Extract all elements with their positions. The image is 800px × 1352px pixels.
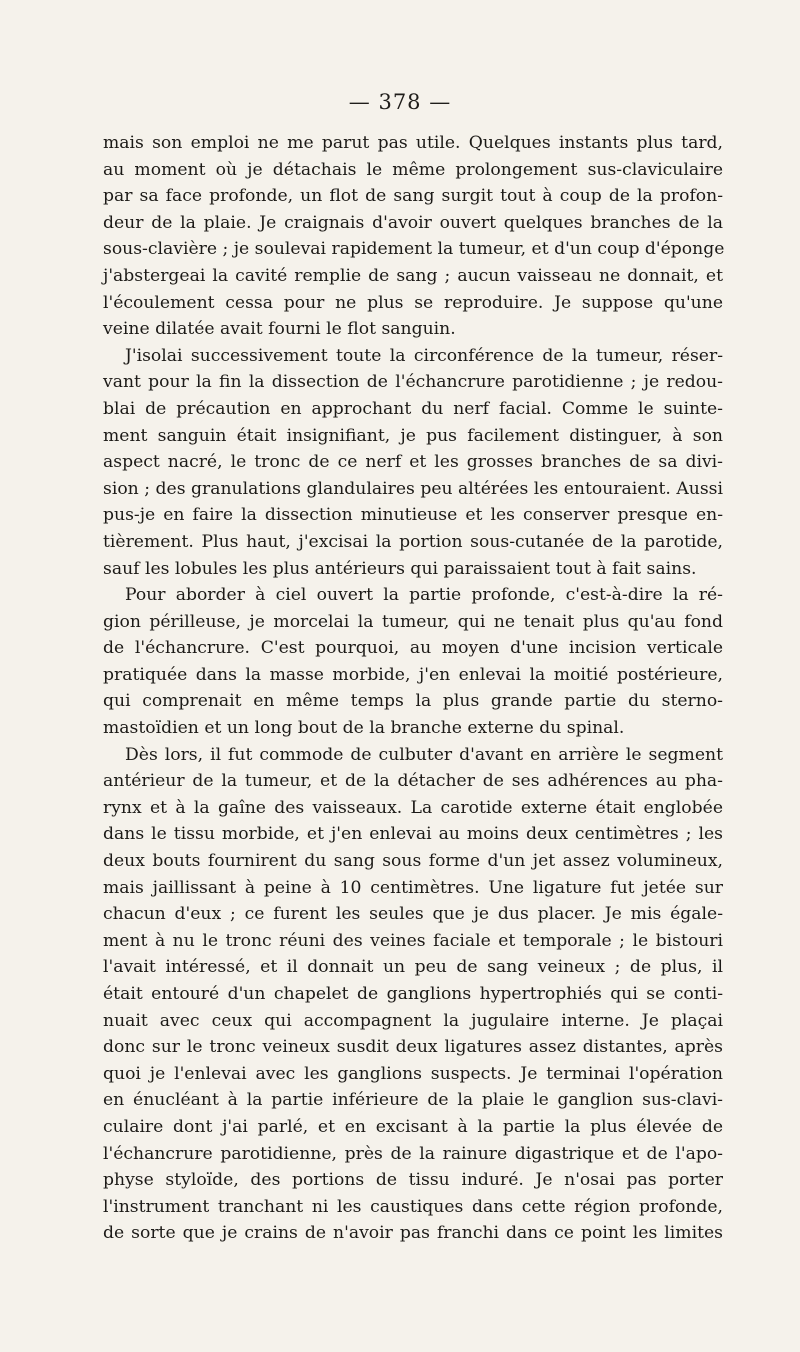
text-line: dans le tissu morbide, et j'en enlevai au moins deux centimètres ; les xyxy=(103,824,723,845)
text-line: l'instrument tranchant ni les caustiques dans cette région profonde, xyxy=(103,1196,723,1217)
text-line: deux bouts fournirent du sang sous forme d'un jet assez volumineux, xyxy=(103,851,723,872)
text-line: ment à nu le tronc réuni des veines faciale et temporale ; le bistouri xyxy=(103,930,723,951)
page-number: — 378 — xyxy=(348,90,452,114)
text-line: aspect nacré, le tronc de ce nerf et les grosses branches de sa divi- xyxy=(103,452,723,473)
text-line: l'écoulement cessa pour ne plus se reproduire. Je suppose qu'une xyxy=(103,292,723,313)
text-line: Dès lors, il fut commode de culbuter d'avant en arrière le segment xyxy=(125,744,723,765)
text-line: rynx et à la gaîne des vaisseaux. La carotide externe était englobée xyxy=(103,797,723,818)
text-line: culaire dont j'ai parlé, et en excisant à la partie la plus élevée de xyxy=(103,1116,723,1137)
text-line: vant pour la fin la dissection de l'échancrure parotidienne ; je redou- xyxy=(103,372,723,393)
text-line: par sa face profonde, un flot de sang surgit tout à coup de la profon- xyxy=(103,186,723,207)
text-line: chacun d'eux ; ce furent les seules que je dus placer. Je mis égale- xyxy=(103,904,723,925)
text-line: de l'échancrure. C'est pourquoi, au moyen d'une incision verticale xyxy=(103,638,723,659)
paragraph-4 xyxy=(103,742,723,1247)
text-line: mais jaillissant à peine à 10 centimètres. Une ligature fut jetée sur xyxy=(103,877,723,898)
text-line: gion périlleuse, je morcelai la tumeur, qui ne tenait plus qu'au fond xyxy=(103,611,723,632)
paragraph-3 xyxy=(103,582,723,742)
text-line: était entouré d'un chapelet de ganglions hypertrophiés qui se conti- xyxy=(103,984,723,1004)
text-line: sauf les lobules les plus antérieurs qui paraissaient tout à fait sains. xyxy=(103,558,697,579)
text-line: Pour aborder à ciel ouvert la partie profonde, c'est-à-dire la ré- xyxy=(125,585,723,606)
text-line: de sorte que je crains de n'avoir pas franchi dans ce point les limites xyxy=(103,1223,723,1244)
paragraph-2 xyxy=(103,343,723,582)
text-line: sous-clavière ; je soulevai rapidement la tumeur, et d'un coup d'éponge xyxy=(103,239,725,260)
text-line: deur de la plaie. Je craignais d'avoir ouvert quelques branches de la xyxy=(103,212,723,233)
text-line: pratiquée dans la masse morbide, j'en enlevai la moitié postérieure, xyxy=(103,664,723,685)
text-line: J'isolai successivement toute la circonférence de la tumeur, réser- xyxy=(125,345,723,366)
text-line: l'échancrure parotidienne, près de la rainure digastrique et de l'apo- xyxy=(103,1143,723,1164)
paragraph-1 xyxy=(103,130,723,343)
text-line: tièrement. Plus haut, j'excisai la portion sous-cutanée de la parotide, xyxy=(103,531,723,552)
text-line: mais son emploi ne me parut pas utile. Quelques instants plus tard, xyxy=(103,133,723,153)
text-line: pus-je en faire la dissection minutieuse et les conserver presque en- xyxy=(103,505,723,526)
text-line: veine dilatée avait fourni le flot sanguin. xyxy=(103,319,456,340)
body-text xyxy=(103,130,723,1247)
text-line: ment sanguin était insignifiant, je pus facilement distinguer, à son xyxy=(103,425,723,446)
text-line: en énucléant à la partie inférieure de la plaie le ganglion sus-clavi- xyxy=(103,1090,723,1111)
text-line: blai de précaution en approchant du nerf facial. Comme le suinte- xyxy=(103,398,723,419)
text-line: l'avait intéressé, et il donnait un peu de sang veineux ; de plus, il xyxy=(103,957,723,978)
text-line: mastoïdien et un long bout de la branche externe du spinal. xyxy=(103,718,625,739)
text-line: sion ; des granulations glandulaires peu altérées les entouraient. Aussi xyxy=(103,478,723,499)
text-line: nuait avec ceux qui accompagnent la jugulaire interne. Je plaçai xyxy=(103,1010,723,1031)
text-line: donc sur le tronc veineux susdit deux ligatures assez distantes, après xyxy=(103,1037,723,1058)
text-line: antérieur de la tumeur, et de la détacher de ses adhérences au pha- xyxy=(103,771,723,792)
text-line: quoi je l'enlevai avec les ganglions suspects. Je terminai l'opération xyxy=(103,1063,723,1084)
text-line: qui comprenait en même temps la plus grande partie du sterno- xyxy=(103,691,723,712)
text-line: au moment où je détachais le même prolongement sus-claviculaire xyxy=(103,159,723,180)
text-line: physe styloïde, des portions de tissu induré. Je n'osai pas porter xyxy=(103,1170,723,1191)
text-line: j'abstergeai la cavité remplie de sang ; aucun vaisseau ne donnait, et xyxy=(103,265,723,286)
